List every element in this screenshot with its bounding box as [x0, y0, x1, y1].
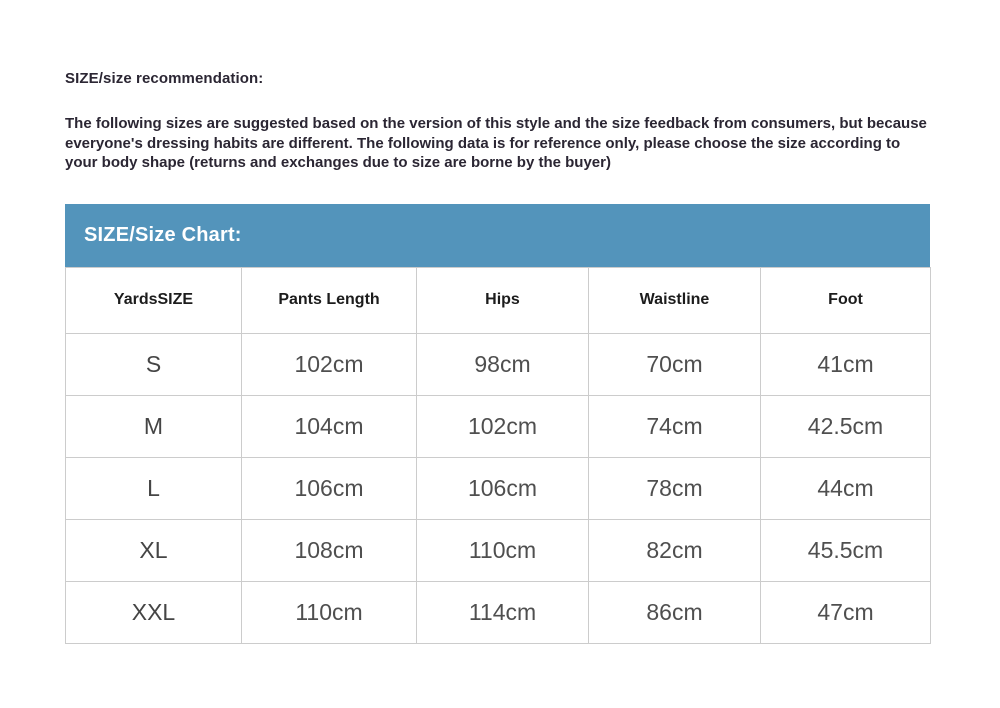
table-row-s: [66, 333, 931, 395]
value-cell: 86cm: [589, 581, 761, 643]
table-row-l: [66, 457, 931, 519]
value-cell: 78cm: [589, 457, 761, 519]
size-cell: M: [66, 395, 242, 457]
value-cell: 102cm: [417, 395, 589, 457]
value-cell: 108cm: [242, 519, 417, 581]
size-chart-banner: [65, 204, 930, 267]
value-cell: 104cm: [242, 395, 417, 457]
size-chart-banner-title: SIZE/Size Chart:: [84, 223, 242, 246]
size-chart-table: [65, 267, 931, 644]
value-cell: 47cm: [761, 581, 931, 643]
value-cell: 110cm: [417, 519, 589, 581]
value-cell: 42.5cm: [761, 395, 931, 457]
size-cell: XXL: [66, 581, 242, 643]
value-cell: 74cm: [589, 395, 761, 457]
column-header-hips: Hips: [417, 267, 589, 333]
value-cell: 44cm: [761, 457, 931, 519]
table-row-xxl: [66, 581, 931, 643]
column-header-waistline: Waistline: [589, 267, 761, 333]
value-cell: 70cm: [589, 333, 761, 395]
value-cell: 106cm: [242, 457, 417, 519]
size-cell: XL: [66, 519, 242, 581]
size-chart-table-header: [66, 267, 931, 333]
value-cell: 41cm: [761, 333, 931, 395]
column-header-yards-size: YardsSIZE: [66, 267, 242, 333]
header-row: [66, 267, 931, 333]
value-cell: 110cm: [242, 581, 417, 643]
value-cell: 45.5cm: [761, 519, 931, 581]
page-title: SIZE/size recommendation:: [65, 70, 264, 87]
value-cell: 82cm: [589, 519, 761, 581]
value-cell: 102cm: [242, 333, 417, 395]
column-header-pants-length: Pants Length: [242, 267, 417, 333]
value-cell: 98cm: [417, 333, 589, 395]
size-cell: S: [66, 333, 242, 395]
table-row-m: [66, 395, 931, 457]
value-cell: 106cm: [417, 457, 589, 519]
value-cell: 114cm: [417, 581, 589, 643]
size-chart-table-body: [66, 333, 931, 643]
size-cell: L: [66, 457, 242, 519]
table-row-xl: [66, 519, 931, 581]
intro-paragraph: The following sizes are suggested based on the version of this style and the size feedback from consumers, but because everyone's dressing habits are different. The following data is for reference only, please choose the size according to your body shape (returns and exchanges due to size are borne by the buyer): [65, 115, 927, 171]
column-header-foot: Foot: [761, 267, 931, 333]
